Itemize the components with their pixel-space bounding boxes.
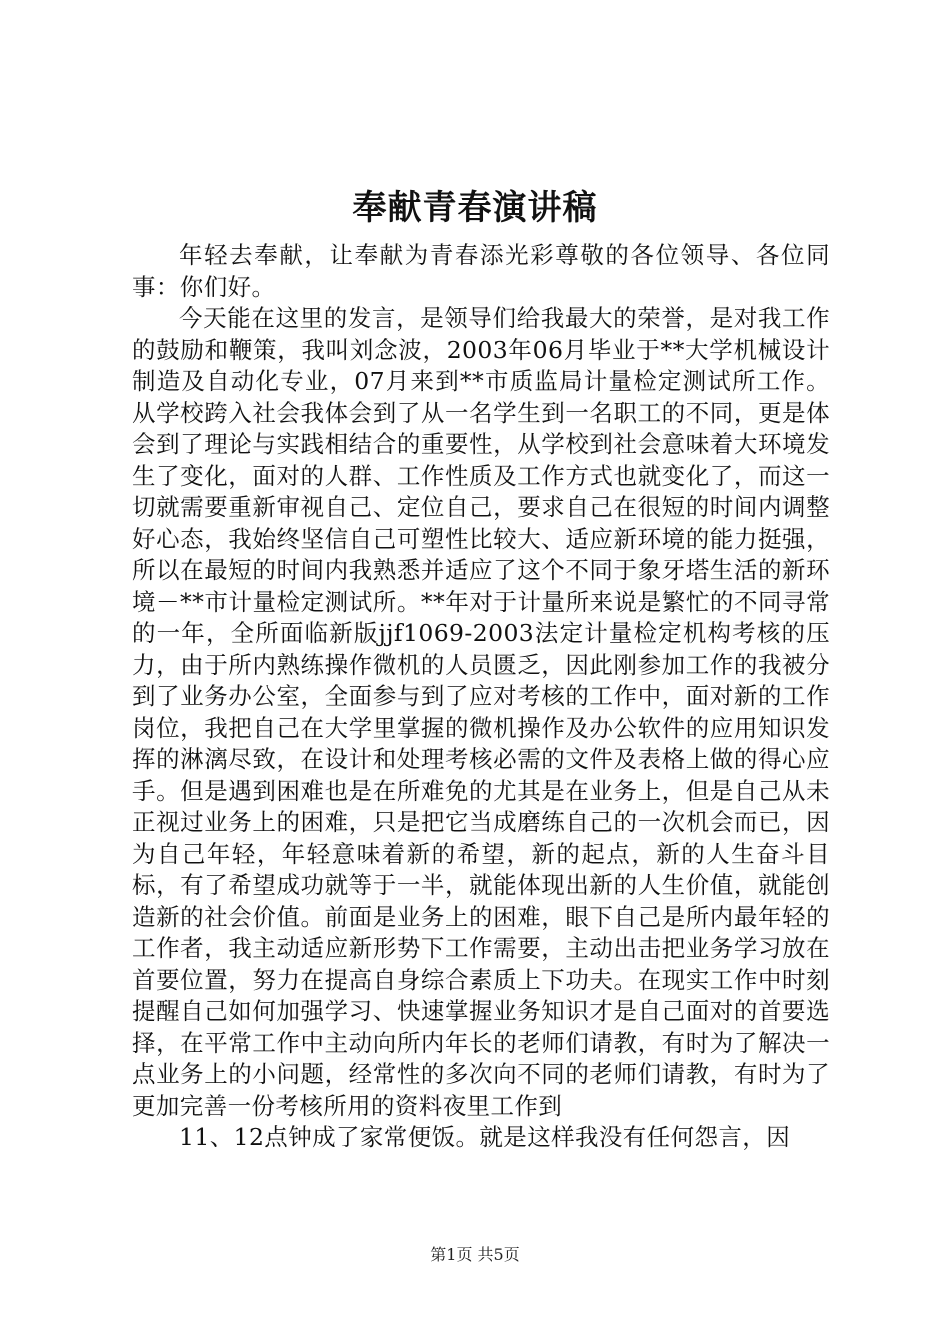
paragraph-continued: 11、12点钟成了家常便饭。就是这样我没有任何怨言，因 bbox=[179, 1123, 791, 1151]
page-title: 奉献青春演讲稿 bbox=[352, 188, 598, 228]
document-body bbox=[132, 240, 830, 1154]
page-number-footer: 第1页 共5页 bbox=[430, 1245, 520, 1264]
paragraph-main: 今天能在这里的发言，是领导们给我最大的荣誉，是对我工作的鼓励和鞭策，我叫刘念波，2003年06月毕业于**大学机械设计制造及自动化专业，07月来到**市质监局计量检定测试所工作。从学校跨入社会我体会到了从一名学生到一名职工的不同，更是体会到了理论与实践相结合的重要性，从学校到社会意味着大环境发生了变化，面对的人群、工作性质及工作方式也就变化了，而这一切就需要重新审视自己、定位自己，要求自己在很短的时间内调整好心态，我始终坚信自己可塑性比较大、适应新环境的能力挺强，所以在最短的时间内我熟悉并适应了这个不同于象牙塔生活的新环境－**市计量检定测试所。**年对于计量所来说是繁忙的不同寻常的一年，全所面临新版jjf1069-2003法定计量检定机构考核的压力，由于所内熟练操作微机的人员匮乏，因此刚参加工作的我被分到了业务办公室，全面参与到了应对考核的工作中，面对新的工作岗位，我把自己在大学里掌握的微机操作及办公软件的应用知识发挥的淋漓尽致，在设计和处理考核必需的文件及表格上做的得心应手。但是遇到困难也是在所难免的尤其是在业务上，但是自己从未正视过业务上的困难，只是把它当成磨练自己的一次机会而已，因为自己年轻，年轻意味着新的希望，新的起点，新的人生奋斗目标，有了希望成功就等于一半，就能体现出新的人生价值，就能创造新的社会价值。前面是业务上的困难，眼下自己是所内最年轻的工作者，我主动适应新形势下工作需要，主动出击把业务学习放在首要位置，努力在提高自身综合素质上下功夫。在现实工作中时刻提醒自己如何加强学习、快速掌握业务知识才是自己面对的首要选择，在平常工作中主动向所内年长的老师们请教，有时为了解决一点业务上的小问题，经常性的多次向不同的老师们请教，有时为了更加完善一份考核所用的资料夜里工作到 bbox=[132, 304, 830, 1120]
paragraph-greeting: 年轻去奉献，让奉献为青春添光彩尊敬的各位领导、各位同事：你们好。 bbox=[132, 241, 830, 301]
